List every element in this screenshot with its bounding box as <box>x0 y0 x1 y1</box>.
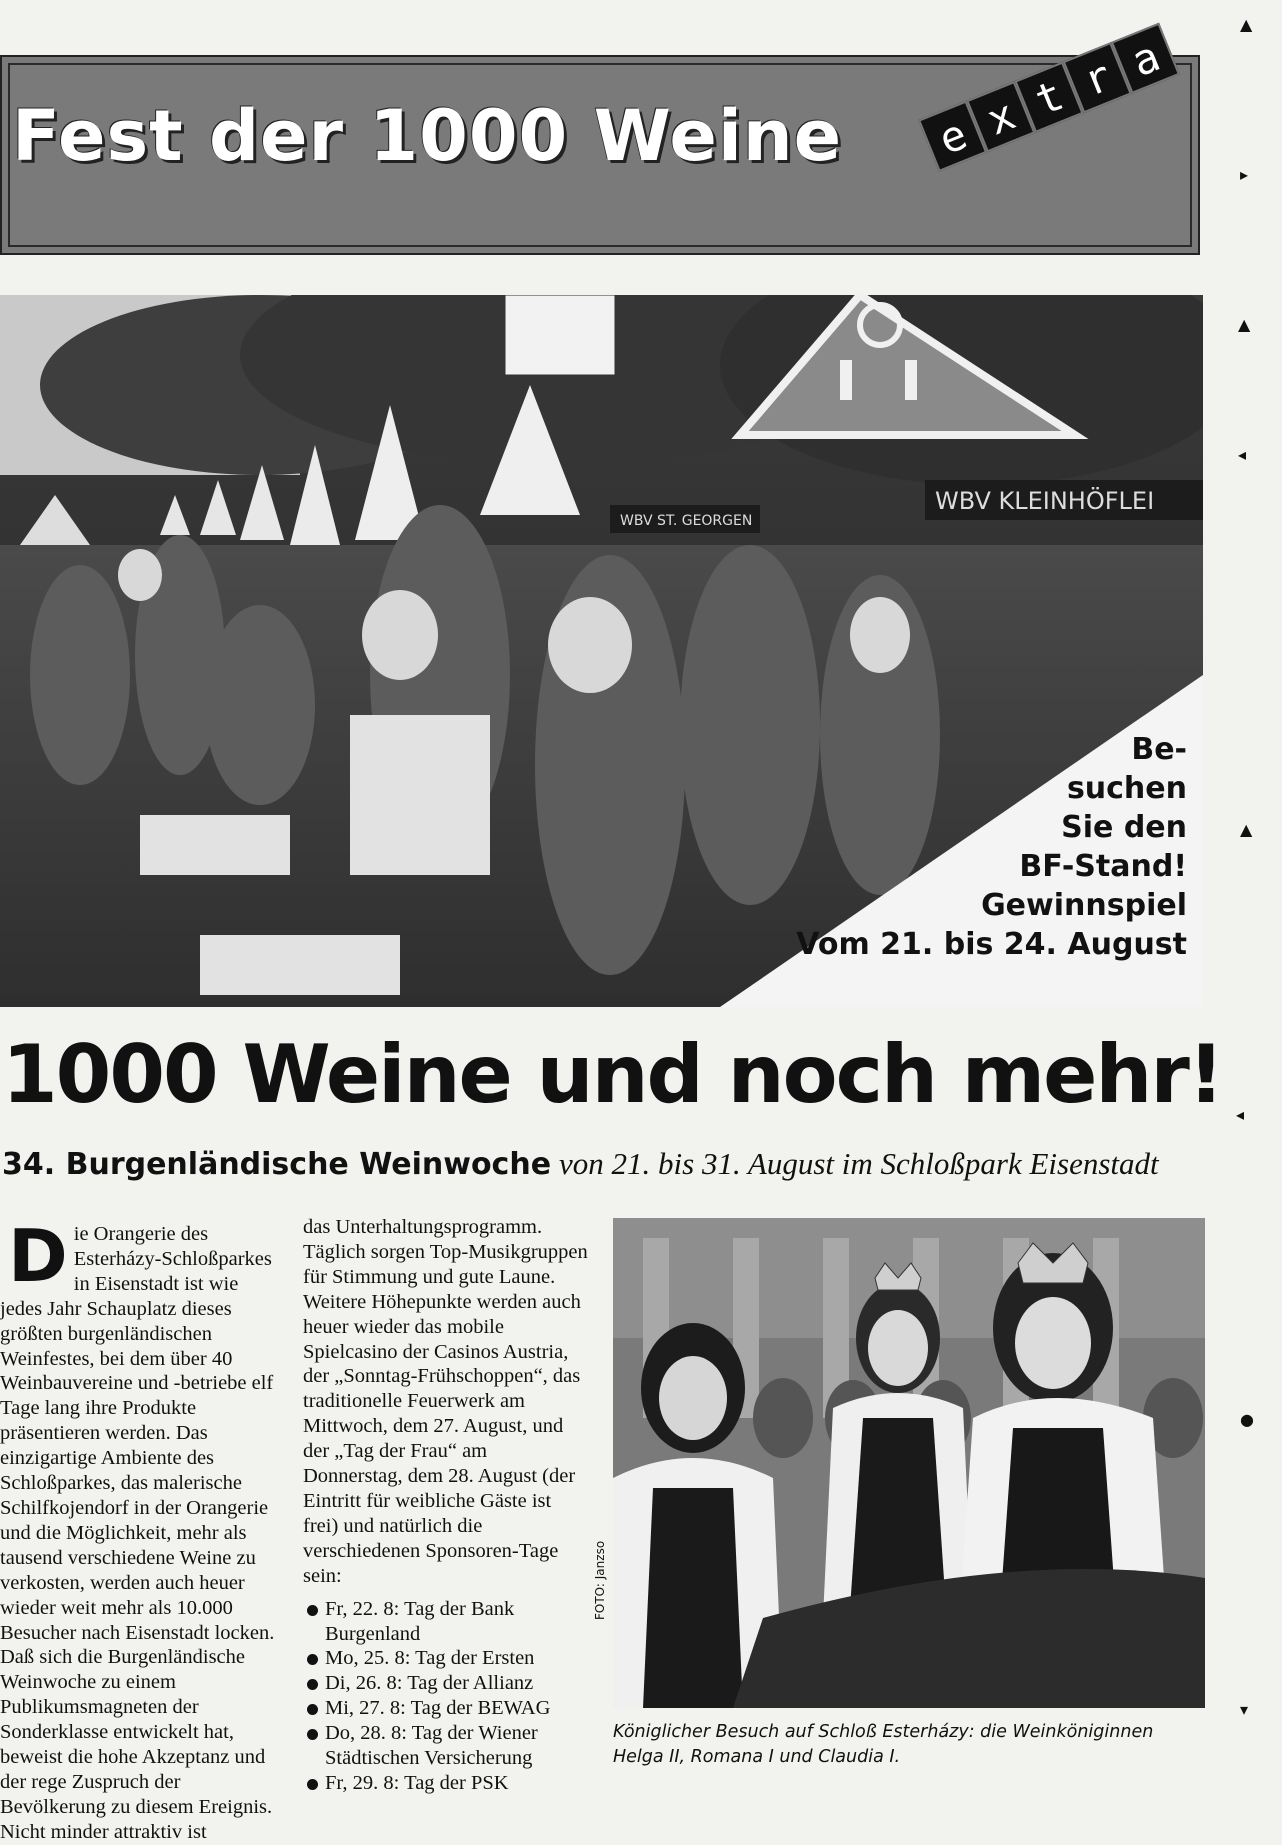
margin-mark: ● <box>1240 1410 1254 1429</box>
margin-mark: ◂ <box>1238 445 1247 464</box>
promo-line: Gewinnspiel <box>981 888 1187 923</box>
margin-mark: ◂ <box>1236 1105 1245 1124</box>
list-item: Di, 26. 8: Tag der Allianz <box>303 1671 588 1696</box>
stand-sign-st-georgen: WBV ST. GEORGEN <box>620 513 753 529</box>
promo-line: Be- <box>1131 732 1187 767</box>
article-column-2 <box>303 1215 588 1796</box>
article-column-1 <box>0 1214 275 1845</box>
margin-mark: ▸ <box>1240 165 1249 184</box>
promo-line: Vom 21. bis 24. August <box>796 927 1187 962</box>
wine-festival-photo <box>0 295 1203 1007</box>
wine-queens-image <box>613 1218 1205 1708</box>
promo-line: BF-Stand! <box>1019 849 1187 884</box>
photo-caption: Königlicher Besuch auf Schloß Esterházy: die Weinköniginnen Helga II, Romana I und Claudia I. <box>613 1722 1154 1767</box>
list-item: Mo, 25. 8: Tag der Ersten <box>303 1646 588 1671</box>
article-subhead <box>2 1145 1159 1182</box>
margin-mark: ▲ <box>1238 315 1251 334</box>
column-1-text: ie Orangerie des Esterházy-Schloßparkes in Eisenstadt ist wie jedes Jahr Schauplatz dieses größten burgenländischen Weinfestes, bei dem über 40 Weinbauvereine und -betriebe elf Tage lang ihre Produkte präsentieren werden. Das einzigartige Ambiente des Schloßparkes, das malerische Schilfkojendorf in der Orangerie und die Möglichkeit, mehr als tausend verschiedene Weine zu verkosten, werden auch heuer wieder weit mehr als 10.000 Besucher nach Eisenstadt locken. Daß sich die Burgenländische Weinwoche zu einem Publikumsmagneten der Sonderklasse entwickelt hat, beweist die hohe Akzeptanz und der rege Zuspruch der Bevölkerung zu diesem Ereignis. Nicht minder attraktiv ist <box>0 1223 275 1843</box>
extra-letter: r <box>1063 42 1132 113</box>
extra-letter: t <box>1014 62 1083 133</box>
photo-credit: FOTO: Janzso <box>593 1540 607 1620</box>
list-item: Fr, 29. 8: Tag der PSK <box>303 1771 588 1796</box>
margin-mark: ▲ <box>1240 15 1253 34</box>
banner-title: Fest der 1000 Weine <box>12 95 843 177</box>
margin-mark: ▲ <box>1240 820 1253 839</box>
margin-mark: ▾ <box>1240 1700 1249 1719</box>
list-item: Fr, 22. 8: Tag der Bank Burgenland <box>303 1597 588 1647</box>
promo-line: suchen <box>1066 771 1187 806</box>
promo-callout <box>727 730 1187 964</box>
drop-cap: D <box>8 1214 68 1298</box>
sponsor-days-list <box>303 1597 588 1796</box>
stand-sign-kleinhoeflein: WBV KLEINHÖFLEI <box>935 487 1155 515</box>
promo-line: Sie den <box>1061 810 1187 845</box>
subhead-italic: von 21. bis 31. August im Schloßpark Eisenstadt <box>559 1146 1159 1181</box>
wine-queens-photo <box>613 1218 1205 1708</box>
subhead-bold: 34. Burgenländische Weinwoche <box>2 1147 552 1182</box>
extra-letter: a <box>1111 23 1180 94</box>
column-2-text: das Unterhaltungsprogramm. Täglich sorgen Top-Musikgruppen für Stimmung und gute Laune. Weitere Höhepunkte werden auch heuer wieder das mobile Spielcasino der Casinos Austria, der „Sonntag-Frühschoppen“, das traditionelle Feuerwerk am Mittwoch, dem 27. August, und der „Tag der Frau“ am Donnerstag, dem 28. August (der Eintritt für weibliche Gäste ist frei) und natürlich die verschiedenen Sponsoren-Tage sein: <box>303 1216 588 1587</box>
article-headline: 1000 Weine und noch mehr! <box>2 1028 1223 1121</box>
extra-letter: e <box>918 101 987 172</box>
extra-letter: x <box>966 81 1035 152</box>
list-item: Mi, 27. 8: Tag der BEWAG <box>303 1696 588 1721</box>
list-item: Do, 28. 8: Tag der Wiener Städtischen Versicherung <box>303 1721 588 1771</box>
